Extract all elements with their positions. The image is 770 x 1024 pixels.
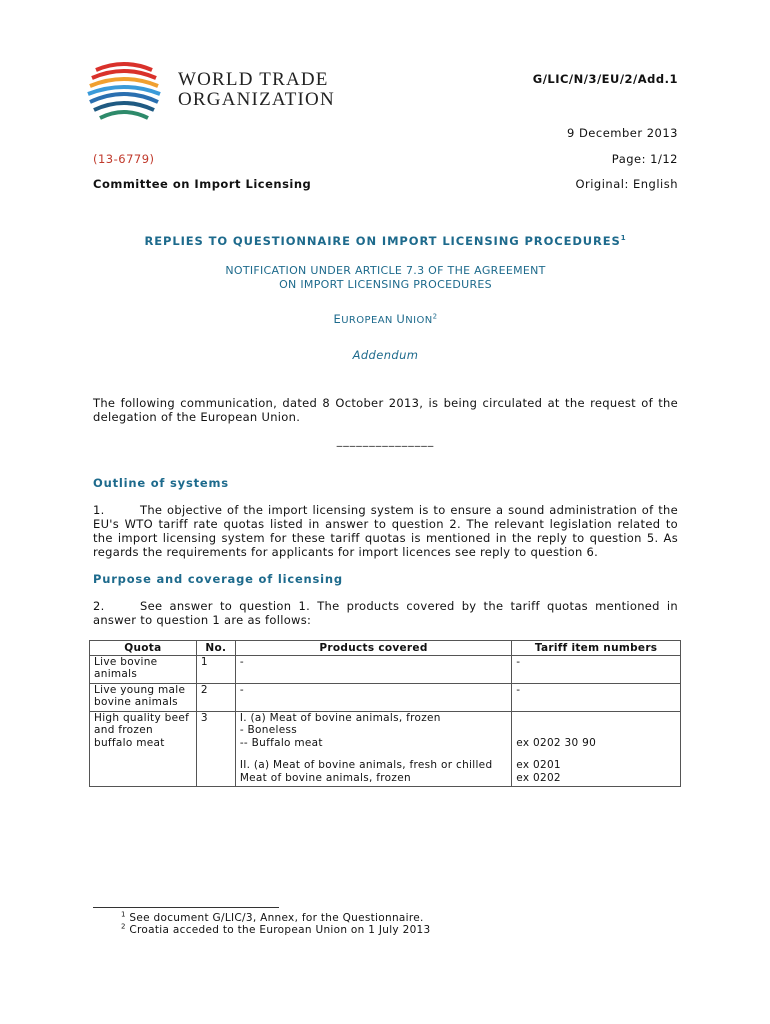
quota-cell: High quality beef and frozen buffalo meat [90, 711, 197, 787]
table-header-row [90, 641, 681, 656]
paragraph-1: 1. The objective of the import licensing system is to ensure a sound administration of the EU's WTO tariff rate quotas listed in answer to question 2. The relevant legislation related to the import licensing system for these tariff quotas is mentioned in the reply to question 5. As regards the requirements for applicants for import licences see reply to question 6. [93, 503, 678, 559]
products-cell: - [235, 683, 511, 711]
table-row [90, 683, 681, 711]
footnote-ref-1: 1 [620, 234, 627, 243]
org-name [178, 70, 335, 110]
quota-cell: Live young male bovine animals [90, 683, 197, 711]
separator-line: _______________ [336, 434, 435, 447]
column-header: Quota [90, 641, 197, 656]
tariff-cell: ex 0202 30 90 ex 0201 ex 0202 [512, 711, 681, 787]
number-cell: 3 [196, 711, 235, 787]
org-name-line1: WORLD TRADE [178, 69, 329, 90]
document-symbol: G/LIC/N/3/EU/2/Add.1 [532, 72, 678, 86]
notification-subtitle [93, 264, 678, 292]
table-row [90, 711, 681, 787]
number-cell: 1 [196, 655, 235, 683]
footnote-divider [93, 907, 279, 908]
section-heading-outline: Outline of systems [93, 476, 229, 490]
tariff-cell: - [512, 683, 681, 711]
original-language: Original: English [575, 177, 678, 191]
wto-emblem-icon [84, 56, 174, 130]
quota-cell: Live bovine animals [90, 655, 197, 683]
number-cell: 2 [196, 683, 235, 711]
wto-logo [84, 56, 344, 130]
intro-paragraph: The following communication, dated 8 October 2013, is being circulated at the request of the delegation of the European Union. [93, 396, 678, 424]
notification-line2: ON IMPORT LICENSING PROCEDURES [279, 278, 492, 291]
addendum-label: Addendum [352, 348, 419, 362]
paragraph-2: 2. See answer to question 1. The products covered by the tariff quotas mentioned in answer to question 1 are as follows: [93, 599, 678, 627]
reference-number: (13-6779) [93, 152, 155, 166]
column-header: Tariff item numbers [512, 641, 681, 656]
column-header: No. [196, 641, 235, 656]
title-text: REPLIES TO QUESTIONNAIRE ON IMPORT LICENSING PROCEDURES [144, 234, 621, 248]
page-number: Page: 1/12 [611, 152, 678, 166]
org-name-line2: ORGANIZATION [178, 89, 335, 110]
footnote-2: $^2$ Croatia acceded to the European Union on 1 July 2013 [121, 922, 431, 936]
footnote-1: $^1$ See document G/LIC/3, Annex, for the Questionnaire. [121, 910, 424, 924]
document-date: 9 December 2013 [566, 126, 678, 140]
footnote-ref-2: 2 [432, 312, 438, 321]
member-name: EUROPEAN UNION$^2$ [333, 312, 438, 326]
quota-table [89, 640, 681, 787]
table-row [90, 655, 681, 683]
products-cell: - [235, 655, 511, 683]
section-heading-purpose: Purpose and coverage of licensing [93, 572, 343, 586]
tariff-cell: - [512, 655, 681, 683]
document-title [93, 234, 678, 248]
products-cell: I. (a) Meat of bovine animals, frozen - Boneless -- Buffalo meat II. (a) Meat of bovine animals, fresh or chilled Meat of bovine animals, frozen [235, 711, 511, 787]
committee-name: Committee on Import Licensing [93, 177, 312, 191]
column-header: Products covered [235, 641, 511, 656]
notification-line1: NOTIFICATION UNDER ARTICLE 7.3 OF THE AGREEMENT [225, 264, 546, 277]
